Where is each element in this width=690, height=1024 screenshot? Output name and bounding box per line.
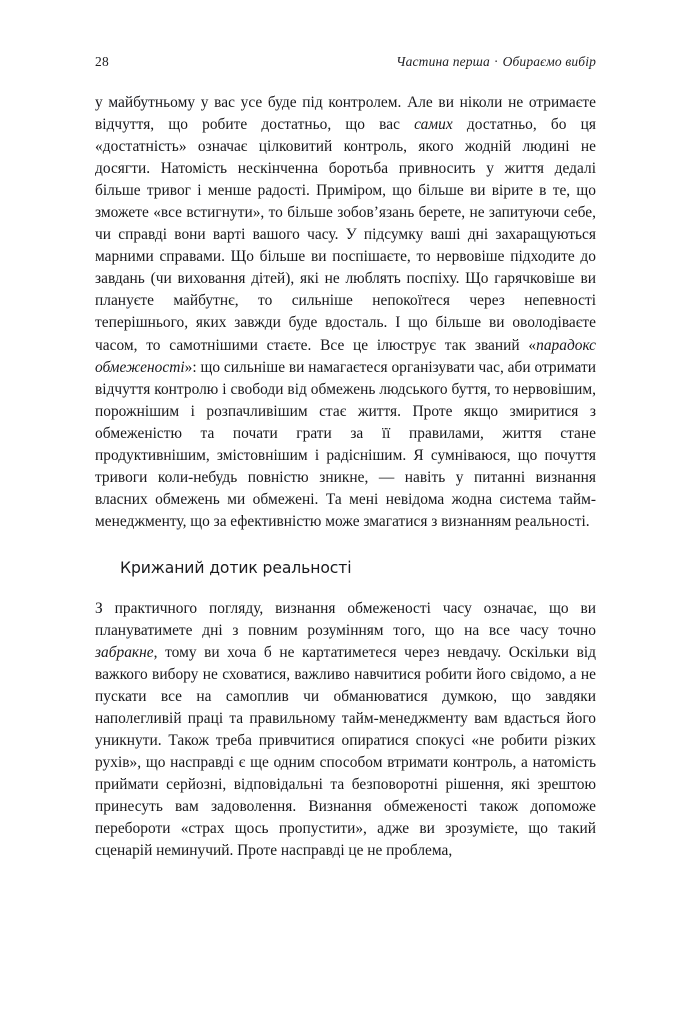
subheading-wrapper [95, 533, 596, 598]
page-number: 28 [95, 54, 109, 69]
running-title-separator: · [493, 54, 499, 69]
emphasis-zabrakne: забракне [95, 644, 154, 662]
paragraph-continued [95, 92, 596, 533]
running-title-chapter: Обираємо вибір [502, 54, 596, 69]
running-title-part: Частина перша [396, 54, 490, 69]
paragraph-2-segment-1: З практичного погляду, визнання обмеженості часу означає, що ви плануватимете дні з повним розумінням того, що на все часу точно [95, 599, 596, 639]
running-head [95, 52, 596, 72]
paragraph-section-opening [95, 598, 596, 863]
paragraph-2-segment-2: , тому ви хоча б не картатиметеся через невдачу. Оскільки від важкого вибору не сховатися, важливо навчитися робити його свідомо, а не пускати все на самоплив чи обманюватися думкою, що завдяки наполегливій праці та правильному тайм-менеджменту вам вдасться його уникнути. Також треба привчитися опиратися спокусі «не робити різких рухів», що насправді є ще одним способом втримати контроль, а натомість приймати серйозні, відповідальні та безповоротні рішення, які зрештою принесуть вам задоволення. Визнання обмеженості також допоможе перебороти «страх щось пропустити», адже ви зрозумієте, що такий сценарій неминучий. Проте насправді це не проблема, [95, 644, 596, 860]
section-subheading: Крижаний дотик реальності [120, 558, 352, 577]
paragraph-1-segment-2: достатньо, бо ця «достатність» означає цілковитий контроль, якого жодній людині не досягти. Натомість нескінченна боротьба привносить у життя дедалі більше тривог і менше радості. Приміром, що більше ви вірите в те, що зможете «все встигнути», то більше зобов’язань берете, не запитуючи себе, чи справді вони варті вашого часу. У підсумку ваші дні захаращуються марними справами. Що більше ви поспішаєте, то нервовіше підходите до завдань (чи виховання дітей), які не люблять поспіху. Що гарячковіше ви плануєте майбутнє, то сильніше непокоїтеся через непевності теперішнього, яких завжди буде вдосталь. І що більше ви оволодіваєте часом, то самотнішими стаєте. Все це ілюструє так званий « [95, 116, 596, 354]
text-block [95, 92, 596, 863]
emphasis-paradoks-obmezhenosti: парадокс обмеженості [95, 336, 596, 376]
paragraph-1-segment-1: у майбутньому у вас усе буде під контролем. Але ви ніколи не отримаєте відчуття, що робите достатньо, що вас [95, 94, 596, 134]
paragraph-1-segment-3: »: що сильніше ви намагаєтеся організувати час, аби отримати відчуття контролю і свободи від обмежень людського буття, то нервовішим, порожнішим і розпачливішим стає життя. Проте якщо змиритися з обмеженістю та почати грати за її правилами, життя стане продуктивнішим, змістовнішим і радіснішим. Я сумніваюся, що почуття тривоги коли-небудь повністю зникне, — навіть у питанні визнання власних обмежень ми обмежені. Та мені невідома жодна система тайм-менеджменту, що за ефективністю може змагатися з визнанням реальності. [95, 358, 596, 530]
emphasis-samyh: самих [414, 116, 453, 134]
running-title [396, 52, 596, 72]
